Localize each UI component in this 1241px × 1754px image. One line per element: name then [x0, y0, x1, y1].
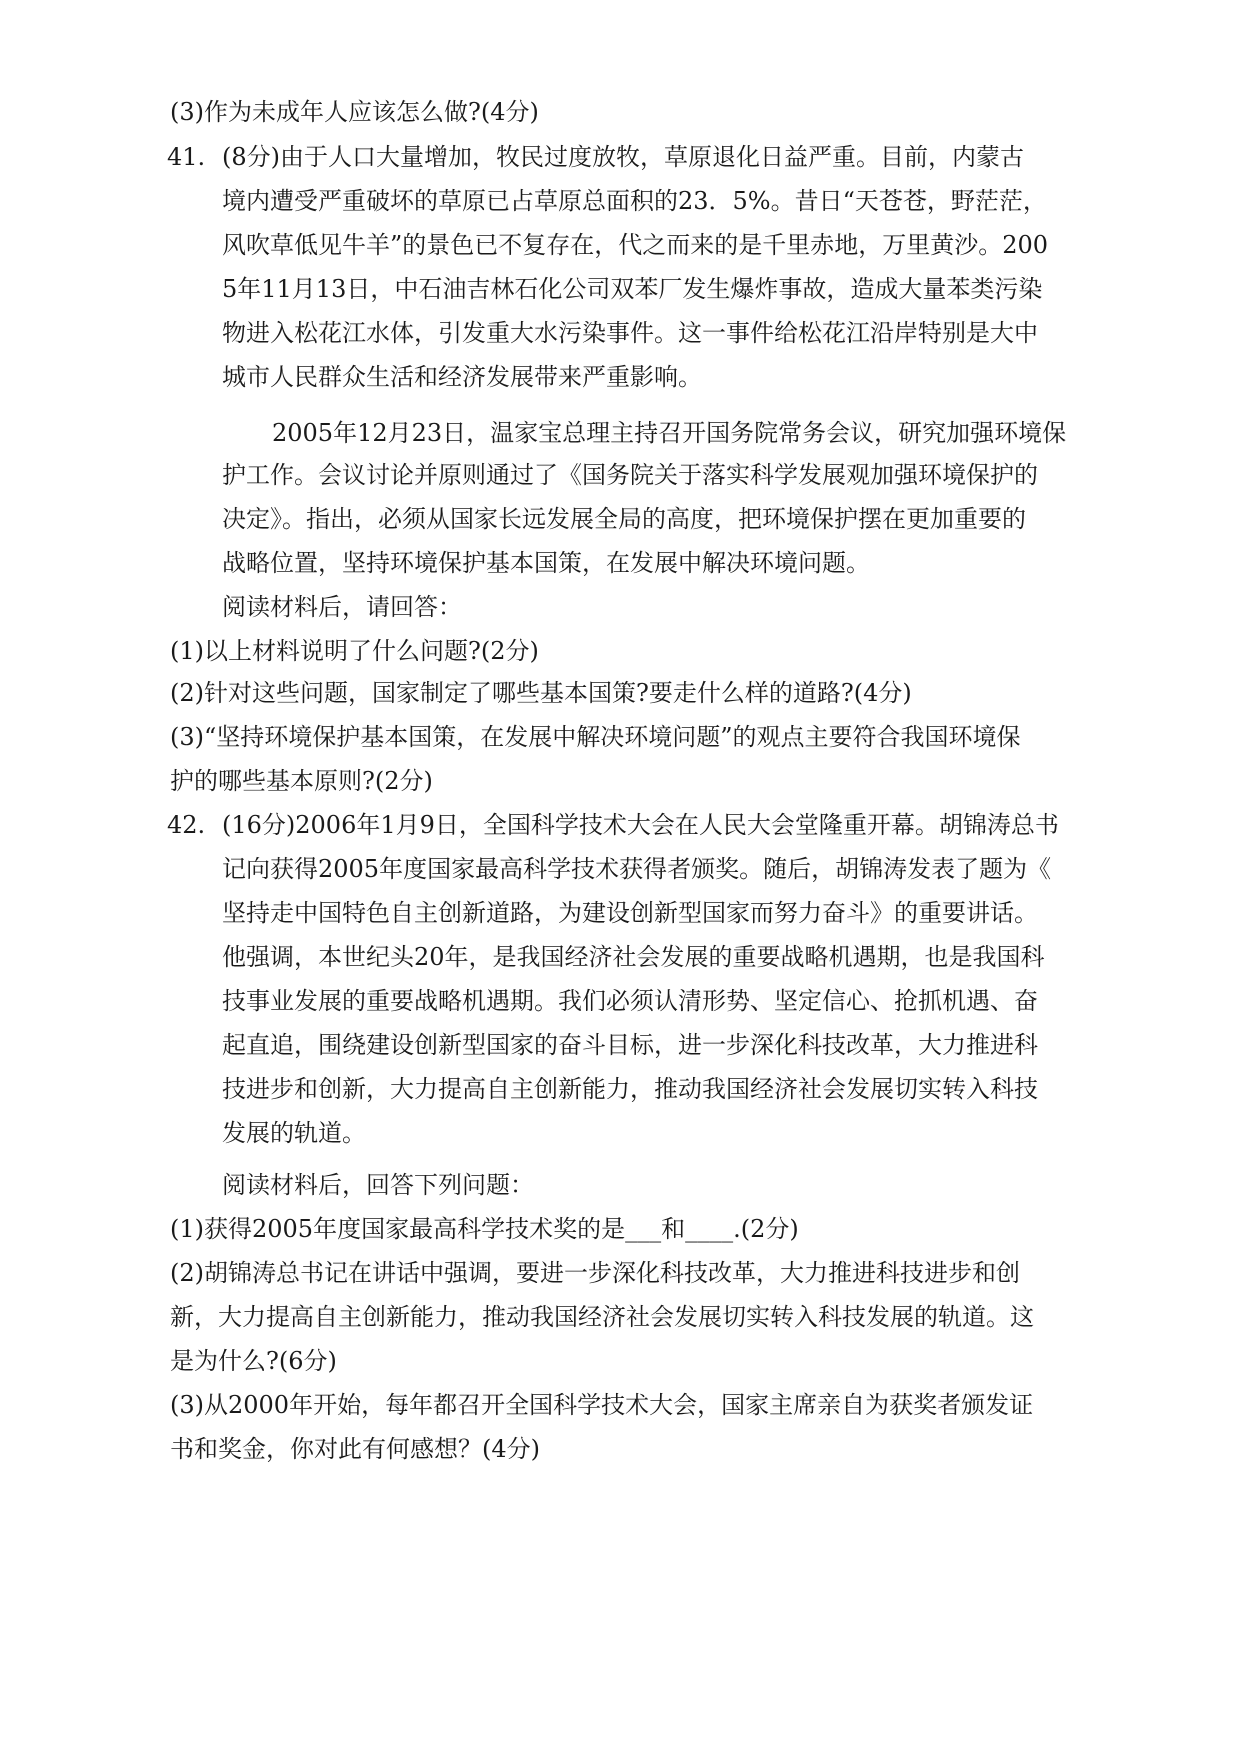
q41-para2-line-1: 2005年12月23日，温家宝总理主持召开国务院常务会议，研究加强环境保	[272, 419, 1067, 447]
q42-line-3: 坚持走中国特色自主创新道路，为建设创新型国家而努力奋斗》的重要讲话。	[222, 899, 1038, 927]
q40-part3: (3)作为未成年人应该怎么做?(4分)	[170, 98, 539, 126]
q41-question-3: (3)“坚持环境保护基本国策，在发展中解决环境问题”的观点主要符合我国环境保	[170, 723, 1021, 751]
q42-line-7: 技进步和创新，大力提高自主创新能力，推动我国经济社会发展切实转入科技	[222, 1075, 1038, 1103]
q41-question-2: (2)针对这些问题，国家制定了哪些基本国策?要走什么样的道路?(4分)	[170, 679, 912, 707]
q41-para2-line-3: 决定》。指出，必须从国家长远发展全局的高度，把环境保护摆在更加重要的	[222, 505, 1026, 533]
q42-question-1: (1)获得2005年度国家最高科学技术奖的是___和____.(2分)	[170, 1215, 799, 1243]
q41-question-3-cont: 护的哪些基本原则?(2分)	[170, 767, 433, 795]
q42-line-2: 记向获得2005年度国家最高科学技术获得者颁奖。随后，胡锦涛发表了题为《	[222, 855, 1052, 883]
q41-line-5: 物进入松花江水体，引发重大水污染事件。这一事件给松花江沿岸特别是大中	[222, 319, 1038, 347]
q41-number: 41.	[167, 143, 206, 171]
q42-read-instruction: 阅读材料后，回答下列问题：	[222, 1171, 534, 1199]
q41-line-2: 境内遭受严重破坏的草原已占草原总面积的23．5%。昔日“天苍苍，野茫茫，	[222, 187, 1047, 215]
q42-line-6: 起直追，围绕建设创新型国家的奋斗目标，进一步深化科技改革，大力推进科	[222, 1031, 1038, 1059]
q41-line-4: 5年11月13日，中石油吉林石化公司双苯厂发生爆炸事故，造成大量苯类污染	[222, 275, 1043, 303]
q42-number: 42.	[167, 811, 206, 839]
q41-line-1: (8分)由于人口大量增加，牧民过度放牧，草原退化日益严重。目前，内蒙古	[222, 143, 1024, 171]
q41-para2-line-2: 护工作。会议讨论并原则通过了《国务院关于落实科学发展观加强环境保护的	[222, 461, 1038, 489]
q41-line-3: 风吹草低见牛羊”的景色已不复存在，代之而来的是千里赤地，万里黄沙。200	[222, 231, 1049, 259]
q42-line-1: (16分)2006年1月9日，全国科学技术大会在人民大会堂隆重开幕。胡锦涛总书	[222, 811, 1059, 839]
q41-read-instruction: 阅读材料后，请回答：	[222, 593, 462, 621]
q42-question-3: (3)从2000年开始，每年都召开全国科学技术大会，国家主席亲自为获奖者颁发证	[170, 1391, 1034, 1419]
q42-question-2-cont-2: 是为什么?(6分)	[170, 1347, 337, 1375]
q42-question-3-cont: 书和奖金，你对此有何感想？(4分)	[170, 1435, 540, 1463]
q41-question-1: (1)以上材料说明了什么问题?(2分)	[170, 637, 539, 665]
q41-para2-line-4: 战略位置，坚持环境保护基本国策，在发展中解决环境问题。	[222, 549, 870, 577]
q42-line-8: 发展的轨道。	[222, 1119, 366, 1147]
q42-question-2: (2)胡锦涛总书记在讲话中强调，要进一步深化科技改革，大力推进科技进步和创	[170, 1259, 1020, 1287]
q42-question-2-cont-1: 新，大力提高自主创新能力，推动我国经济社会发展切实转入科技发展的轨道。这	[170, 1303, 1034, 1331]
q41-line-6: 城市人民群众生活和经济发展带来严重影响。	[222, 363, 702, 391]
q42-line-5: 技事业发展的重要战略机遇期。我们必须认清形势、坚定信心、抢抓机遇、奋	[222, 987, 1038, 1015]
q42-line-4: 他强调，本世纪头20年，是我国经济社会发展的重要战略机遇期，也是我国科	[222, 943, 1045, 971]
